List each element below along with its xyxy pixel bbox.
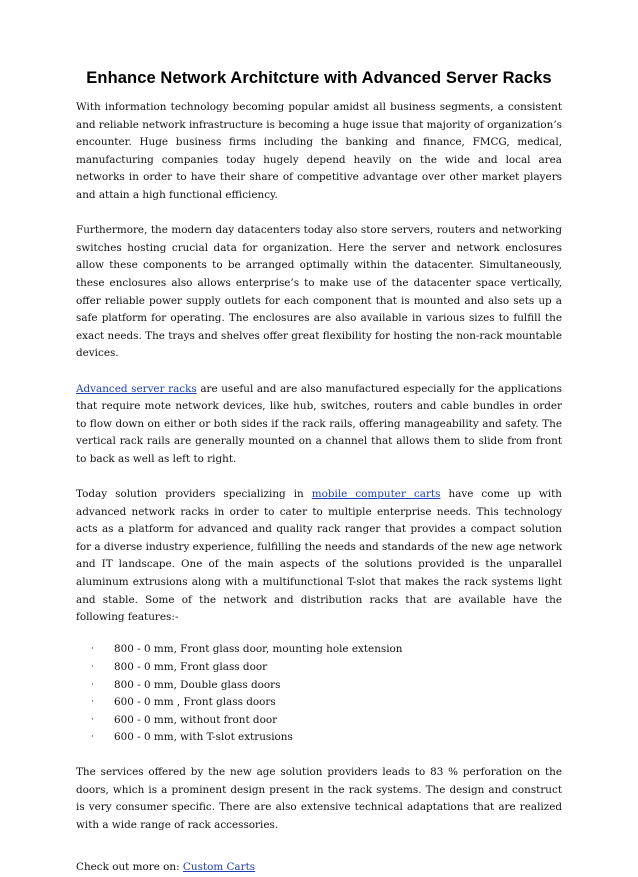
paragraph-datacenters: Furthermore, the modern day datacenters today also store servers, routers and networking switches hosting crucial data for organization. Here the server and network enclosures allow these components to be arranged optimally within the datacenter. Simultaneously, these enclosures also allows enterprise’s to make use of the datacenter space vertically, offer reliable power supply outlets for each component that is mounted and also sets up a safe platform for operating. The enclosures are also available in various sizes to fulfill the exact needs. The trays and shelves offer great flexibility for hosting the non-rack mountable devices.	[76, 224, 562, 360]
bullet-icon: ·	[91, 714, 94, 725]
paragraph-solution-providers-after: have come up with advanced network racks in order to cater to multiple enterprise needs. This technology acts as a platform for advanced and quality rack ranger that provides a compact solution for a diverse industry experience, fulfilling the needs and standards of the new age network and IT landscape. One of the main aspects of the solutions provided is the unparallel aluminum extrusions along with a multifunctional T-slot that makes the rack systems light and stable. Some of the network and distribution racks that are available have the following features:-	[76, 488, 563, 624]
list-item	[76, 729, 562, 747]
mobile-computer-carts-link[interactable]: mobile computer carts	[311, 488, 441, 501]
list-item	[76, 641, 562, 659]
paragraph-server-racks	[76, 381, 562, 469]
list-item	[76, 659, 562, 677]
feature-text: 600 - 0 mm, without front door	[114, 713, 278, 726]
paragraph-services: The services offered by the new age solution providers leads to 83 % perforation on the doors, which is a prominent design present in the rack systems. The design and construct is very consumer specific. There are also extensive technical adaptations that are realized with a wide range of rack accessories.	[76, 765, 562, 831]
bullet-icon: ·	[91, 697, 94, 708]
paragraph-server-racks-text: are useful and are also manufactured especially for the applications that require mote network devices, like hub, switches, routers and cable bundles in order to flow down on either or both sides if the rack rails, offering manageability and safety. The vertical rack rails are generally mounted on a channel that allows them to slide from front to back as well as left to right.	[76, 382, 562, 465]
paragraph-solution-providers	[76, 486, 562, 627]
list-item	[76, 677, 562, 695]
bullet-icon: ·	[91, 662, 94, 672]
page-title: Enhance Network Architcture with Advanced Server Racks	[86, 69, 552, 87]
list-item	[76, 712, 562, 730]
feature-text: 600 - 0 mm , Front glass doors	[114, 696, 276, 709]
paragraph-solution-providers-before: Today solution providers specializing in	[76, 488, 312, 501]
bullet-icon: ·	[91, 679, 94, 690]
advanced-server-racks-link[interactable]: Advanced server racks	[76, 382, 197, 395]
bullet-icon: ·	[91, 732, 94, 743]
paragraph-intro: With information technology becoming popular amidst all business segments, a consistent and reliable network infrastructure is becoming a huge issue that majority of organization’s encounter. Huge business firms including the banking and finance, FMCG, medical, manufacturing companies today hugely depend heavily on the wide and local area networks in order to have their share of competitive advantage over other market players and attain a high functional efficiency.	[76, 101, 562, 201]
feature-text: 800 - 0 mm, Front glass door, mounting hole extension	[114, 643, 403, 656]
custom-carts-link[interactable]: Custom Carts	[182, 861, 256, 874]
list-item	[76, 694, 562, 712]
feature-text: 600 - 0 mm, with T-slot extrusions	[114, 731, 293, 744]
feature-text: 800 - 0 mm, Double glass doors	[114, 678, 281, 691]
checkout-line	[76, 859, 562, 877]
checkout-text: Check out more on:	[76, 861, 183, 874]
feature-text: 800 - 0 mm, Front glass door	[114, 661, 268, 673]
features-list	[76, 641, 562, 747]
bullet-icon: ·	[91, 644, 94, 655]
